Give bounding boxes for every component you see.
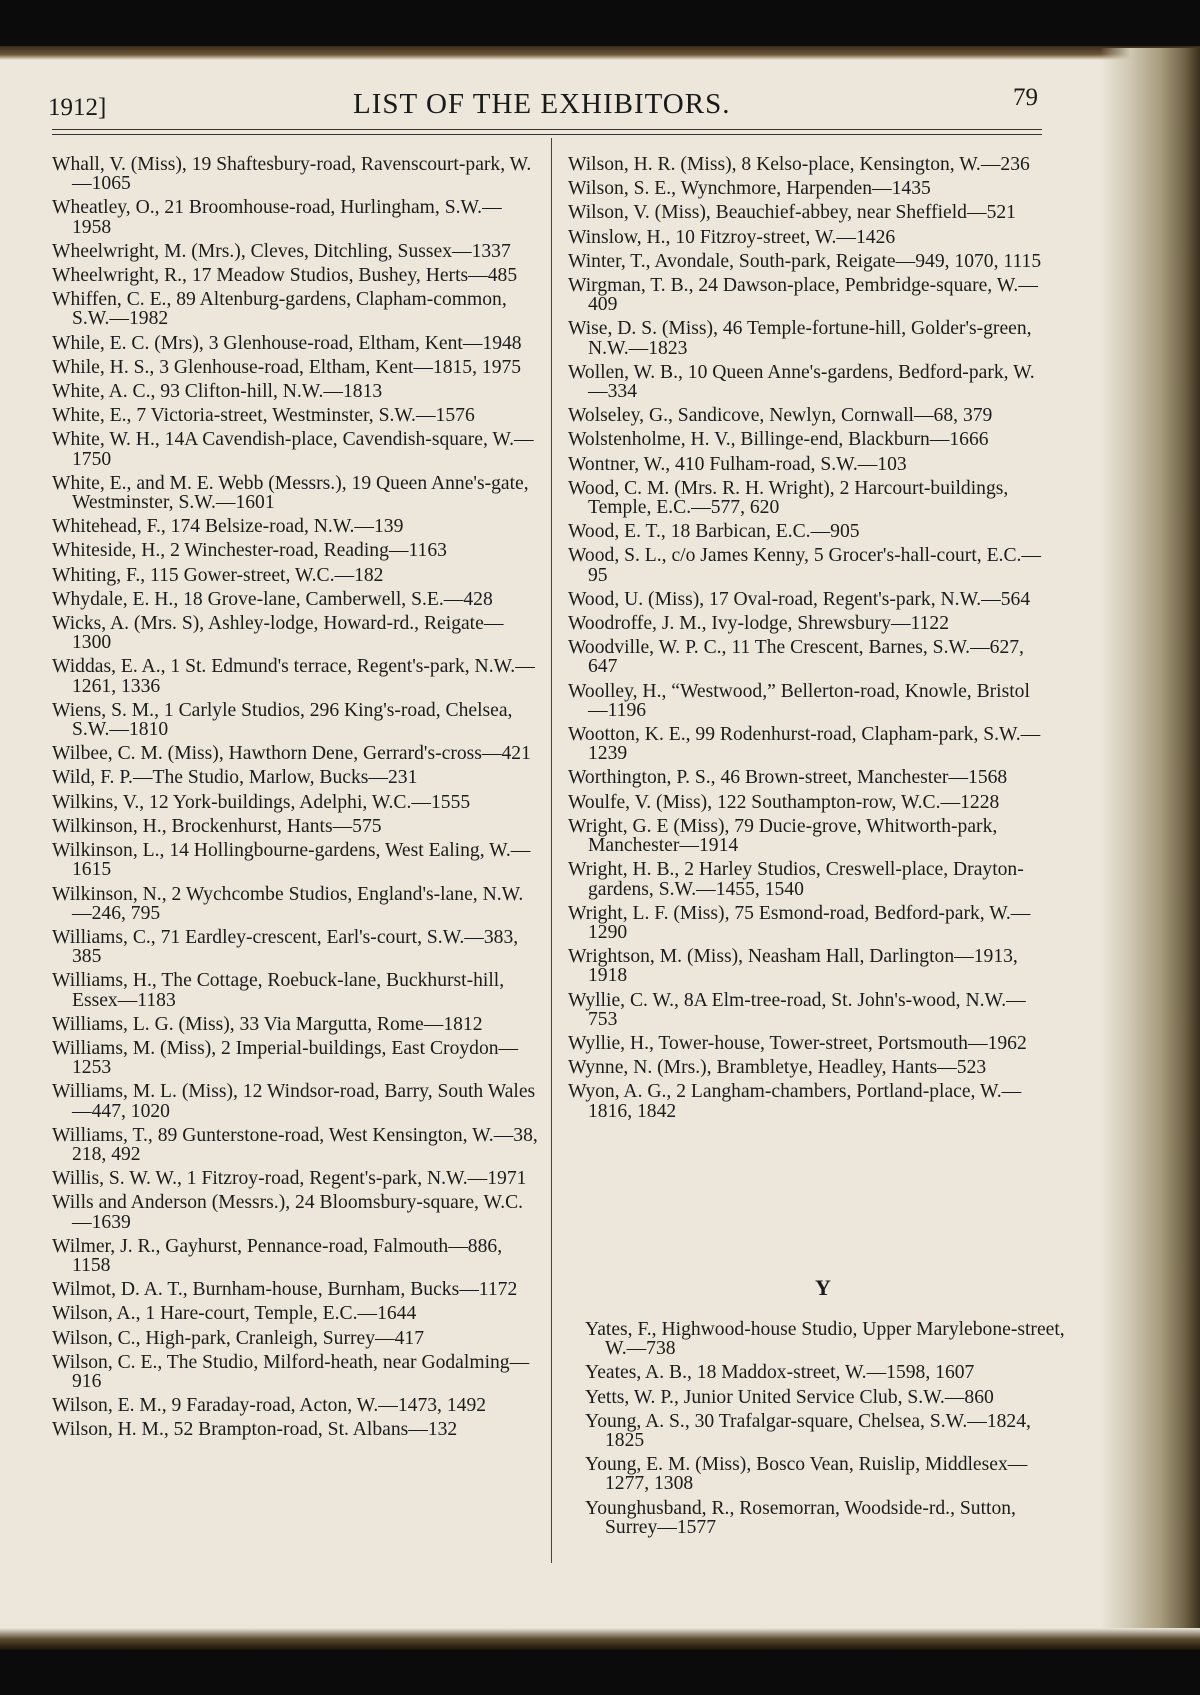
exhibitor-entry: Young, A. S., 30 Trafalgar-square, Chelsea, S.W.—1824, 1825 xyxy=(585,1410,1031,1452)
exhibitor-entry: Wheelwright, M. (Mrs.), Cleves, Ditchling, Sussex—1337 xyxy=(52,240,511,262)
exhibitor-entry: Wilkinson, H., Brockenhurst, Hants—575 xyxy=(52,815,382,837)
exhibitor-entry: Williams, H., The Cottage, Roebuck-lane, Buckhurst-hill, Essex—1183 xyxy=(52,970,505,1011)
exhibitor-entry: Wilson, C., High-park, Cranleigh, Surrey—417 xyxy=(52,1327,424,1349)
exhibitor-entry: Worthington, P. S., 46 Brown-street, Manchester—1568 xyxy=(568,767,1008,789)
exhibitor-entry: Wright, H. B., 2 Harley Studios, Creswell-place, Drayton-gardens, S.W.—1455, 1540 xyxy=(568,859,1024,900)
exhibitor-entry: Wood, E. T., 18 Barbican, E.C.—905 xyxy=(568,521,860,543)
exhibitor-entry: Williams, M. (Miss), 2 Imperial-buildings, East Croydon—1253 xyxy=(52,1037,519,1079)
exhibitor-entry: White, A. C., 93 Clifton-hill, N.W.—1813 xyxy=(52,381,383,403)
exhibitor-entry: Wootton, K. E., 99 Rodenhurst-road, Clapham-park, S.W.—1239 xyxy=(568,724,1041,765)
exhibitor-entry: Wheatley, O., 21 Broomhouse-road, Hurlingham, S.W.—1958 xyxy=(52,197,502,238)
exhibitor-entry: Wise, D. S. (Miss), 46 Temple-fortune-hill, Golder's-green, N.W.—1823 xyxy=(568,318,1032,359)
left-column xyxy=(52,155,540,1445)
exhibitor-entry: Wollen, W. B., 10 Queen Anne's-gardens, Bedford-park, W.—334 xyxy=(568,361,1035,403)
exhibitor-entry: Young, E. M. (Miss), Bosco Vean, Ruislip, Middlesex—1277, 1308 xyxy=(585,1454,1028,1495)
exhibitor-entry: Wicks, A. (Mrs. S), Ashley-lodge, Howard-rd., Reigate—1300 xyxy=(52,613,504,654)
exhibitor-entry: Woolley, H., “Westwood,” Bellerton-road, Knowle, Bristol—1196 xyxy=(568,680,1030,721)
exhibitor-entry: Whitehead, F., 174 Belsize-road, N.W.—139 xyxy=(52,516,404,538)
exhibitor-entry: Wilbee, C. M. (Miss), Hawthorn Dene, Gerrard's-cross—421 xyxy=(52,743,531,765)
exhibitor-entry: Wood, S. L., c/o James Kenny, 5 Grocer's-hall-court, E.C.—95 xyxy=(568,545,1042,586)
exhibitor-entry: Wilson, V. (Miss), Beauchief-abbey, near Sheffield—521 xyxy=(568,202,1016,224)
exhibitor-entry: Yates, F., Highwood-house Studio, Upper Marylebone-street, W.—738 xyxy=(585,1319,1065,1360)
exhibitor-entry: Wiens, S. M., 1 Carlyle Studios, 296 King's-road, Chelsea, S.W.—1810 xyxy=(52,699,513,741)
exhibitor-entry: Wild, F. P.—The Studio, Marlow, Bucks—231 xyxy=(52,767,418,789)
exhibitor-entry: Wright, L. F. (Miss), 75 Esmond-road, Bedford-park, W.—1290 xyxy=(568,902,1031,943)
header-rule-top xyxy=(52,129,1042,130)
exhibitor-entry: Wolseley, G., Sandicove, Newlyn, Cornwall—68, 379 xyxy=(568,405,993,427)
exhibitor-entry: Whiffen, C. E., 89 Altenburg-gardens, Clapham-common, S.W.—1982 xyxy=(52,289,507,330)
right-column xyxy=(568,155,1048,1126)
exhibitor-entry: Williams, C., 71 Eardley-crescent, Earl's-court, S.W.—383, 385 xyxy=(52,926,519,968)
exhibitor-entry: Wirgman, T. B., 24 Dawson-place, Pembridge-square, W.—409 xyxy=(568,275,1038,316)
exhibitor-entry: White, E., 7 Victoria-street, Westminster, S.W.—1576 xyxy=(52,405,475,427)
exhibitor-entry: While, H. S., 3 Glenhouse-road, Eltham, Kent—1815, 1975 xyxy=(52,356,522,378)
exhibitor-entry: Wilson, S. E., Wynchmore, Harpenden—1435 xyxy=(568,178,931,200)
exhibitor-entry: While, E. C. (Mrs), 3 Glenhouse-road, Eltham, Kent—1948 xyxy=(52,332,522,354)
exhibitor-entry: Yeates, A. B., 18 Maddox-street, W.—1598, 1607 xyxy=(585,1362,975,1384)
exhibitor-entry: Wilson, A., 1 Hare-court, Temple, E.C.—1644 xyxy=(52,1303,417,1325)
exhibitor-entry: Wyllie, C. W., 8A Elm-tree-road, St. John's-wood, N.W.—753 xyxy=(568,989,1026,1030)
exhibitor-entry: Wrightson, M. (Miss), Neasham Hall, Darlington—1913, 1918 xyxy=(568,946,1018,987)
exhibitor-entry: Wilson, C. E., The Studio, Milford-heath, near Godalming—916 xyxy=(52,1351,530,1392)
exhibitor-entry: Wynne, N. (Mrs.), Brambletye, Headley, Hants—523 xyxy=(568,1057,987,1079)
section-y-entries xyxy=(585,1320,1065,1542)
page-header xyxy=(48,84,1048,128)
exhibitor-entry: Willis, S. W. W., 1 Fitzroy-road, Regent's-park, N.W.—1971 xyxy=(52,1168,527,1190)
book-binding-shadow xyxy=(1100,48,1200,1648)
exhibitor-entry: Wolstenholme, H. V., Billinge-end, Blackburn—1666 xyxy=(568,429,989,451)
exhibitor-entry: Winter, T., Avondale, South-park, Reigate—949, 1070, 1115 xyxy=(568,250,1042,272)
header-year: 1912] xyxy=(48,94,107,121)
exhibitor-entry: Wills and Anderson (Messrs.), 24 Bloomsbury-square, W.C.—1639 xyxy=(52,1192,524,1233)
exhibitor-entry: Wilson, H. M., 52 Brampton-road, St. Albans—132 xyxy=(52,1419,458,1441)
exhibitor-entry: Whiteside, H., 2 Winchester-road, Reading—1163 xyxy=(52,540,447,562)
exhibitor-entry: Wilson, E. M., 9 Faraday-road, Acton, W.—1473, 1492 xyxy=(52,1395,487,1417)
exhibitor-entry: Wilkinson, N., 2 Wychcombe Studios, England's-lane, N.W.—246, 795 xyxy=(52,883,524,924)
exhibitor-entry: Widdas, E. A., 1 St. Edmund's terrace, Regent's-park, N.W.—1261, 1336 xyxy=(52,656,535,697)
page-title: LIST OF THE EXHIBITORS. xyxy=(353,88,731,120)
header-rule-bottom xyxy=(52,134,1042,135)
exhibitor-entry: Yetts, W. P., Junior United Service Club, S.W.—860 xyxy=(585,1386,994,1408)
exhibitor-entry: Wilmer, J. R., Gayhurst, Pennance-road, Falmouth—886, 1158 xyxy=(52,1235,503,1276)
exhibitor-entry: Wheelwright, R., 17 Meadow Studios, Bushey, Herts—485 xyxy=(52,265,518,287)
exhibitor-entry: Whiting, F., 115 Gower-street, W.C.—182 xyxy=(52,564,384,586)
page-top-edge xyxy=(0,46,1200,60)
page-number: 79 xyxy=(1013,84,1038,111)
exhibitor-entry: Whydale, E. H., 18 Grove-lane, Camberwell, S.E.—428 xyxy=(52,588,493,610)
exhibitor-entry: Wilson, H. R. (Miss), 8 Kelso-place, Kensington, W.—236 xyxy=(568,154,1030,175)
exhibitor-entry: Wilmot, D. A. T., Burnham-house, Burnham, Bucks—1172 xyxy=(52,1279,518,1301)
exhibitor-entry: Wilkins, V., 12 York-buildings, Adelphi, W.C.—1555 xyxy=(52,791,471,813)
exhibitor-entry: Williams, M. L. (Miss), 12 Windsor-road, Barry, South Wales—447, 1020 xyxy=(52,1081,536,1122)
exhibitor-entry: White, E., and M. E. Webb (Messrs.), 19 Queen Anne's-gate, Westminster, S.W.—1601 xyxy=(52,472,529,514)
exhibitor-entry: Wright, G. E (Miss), 79 Ducie-grove, Whitworth-park, Manchester—1914 xyxy=(568,815,998,857)
exhibitor-entry: Wilkinson, L., 14 Hollingbourne-gardens, West Ealing, W.—1615 xyxy=(52,840,531,881)
exhibitor-entry: Younghusband, R., Rosemorran, Woodside-rd., Sutton, Surrey—1577 xyxy=(585,1497,1016,1538)
exhibitor-entry: Williams, L. G. (Miss), 33 Via Margutta, Rome—1812 xyxy=(52,1013,483,1035)
exhibitor-entry: White, W. H., 14A Cavendish-place, Cavendish-square, W.—1750 xyxy=(52,429,534,470)
exhibitor-entry: Woulfe, V. (Miss), 122 Southampton-row, W.C.—1228 xyxy=(568,791,1000,813)
exhibitor-entry: Wyllie, H., Tower-house, Tower-street, Portsmouth—1962 xyxy=(568,1032,1027,1054)
exhibitor-entry: Wyon, A. G., 2 Langham-chambers, Portland-place, W.—1816, 1842 xyxy=(568,1081,1022,1122)
exhibitor-entry: Woodroffe, J. M., Ivy-lodge, Shrewsbury—1122 xyxy=(568,613,949,635)
exhibitor-entry: Woodville, W. P. C., 11 The Crescent, Barnes, S.W.—627, 647 xyxy=(568,637,1024,678)
exhibitor-entry: Winslow, H., 10 Fitzroy-street, W.—1426 xyxy=(568,226,896,248)
section-heading-y: Y xyxy=(815,1275,831,1300)
exhibitor-entry: Williams, T., 89 Gunterstone-road, West Kensington, W.—38, 218, 492 xyxy=(52,1124,538,1165)
exhibitor-entry: Wood, C. M. (Mrs. R. H. Wright), 2 Harcourt-buildings, Temple, E.C.—577, 620 xyxy=(568,477,1009,519)
page-bottom-edge xyxy=(0,1628,1200,1650)
exhibitor-entry: Wood, U. (Miss), 17 Oval-road, Regent's-park, N.W.—564 xyxy=(568,588,1031,610)
exhibitor-entry: Wontner, W., 410 Fulham-road, S.W.—103 xyxy=(568,453,907,475)
column-divider xyxy=(551,138,552,1563)
exhibitor-entry: Whall, V. (Miss), 19 Shaftesbury-road, Ravenscourt-park, W.—1065 xyxy=(52,154,532,195)
